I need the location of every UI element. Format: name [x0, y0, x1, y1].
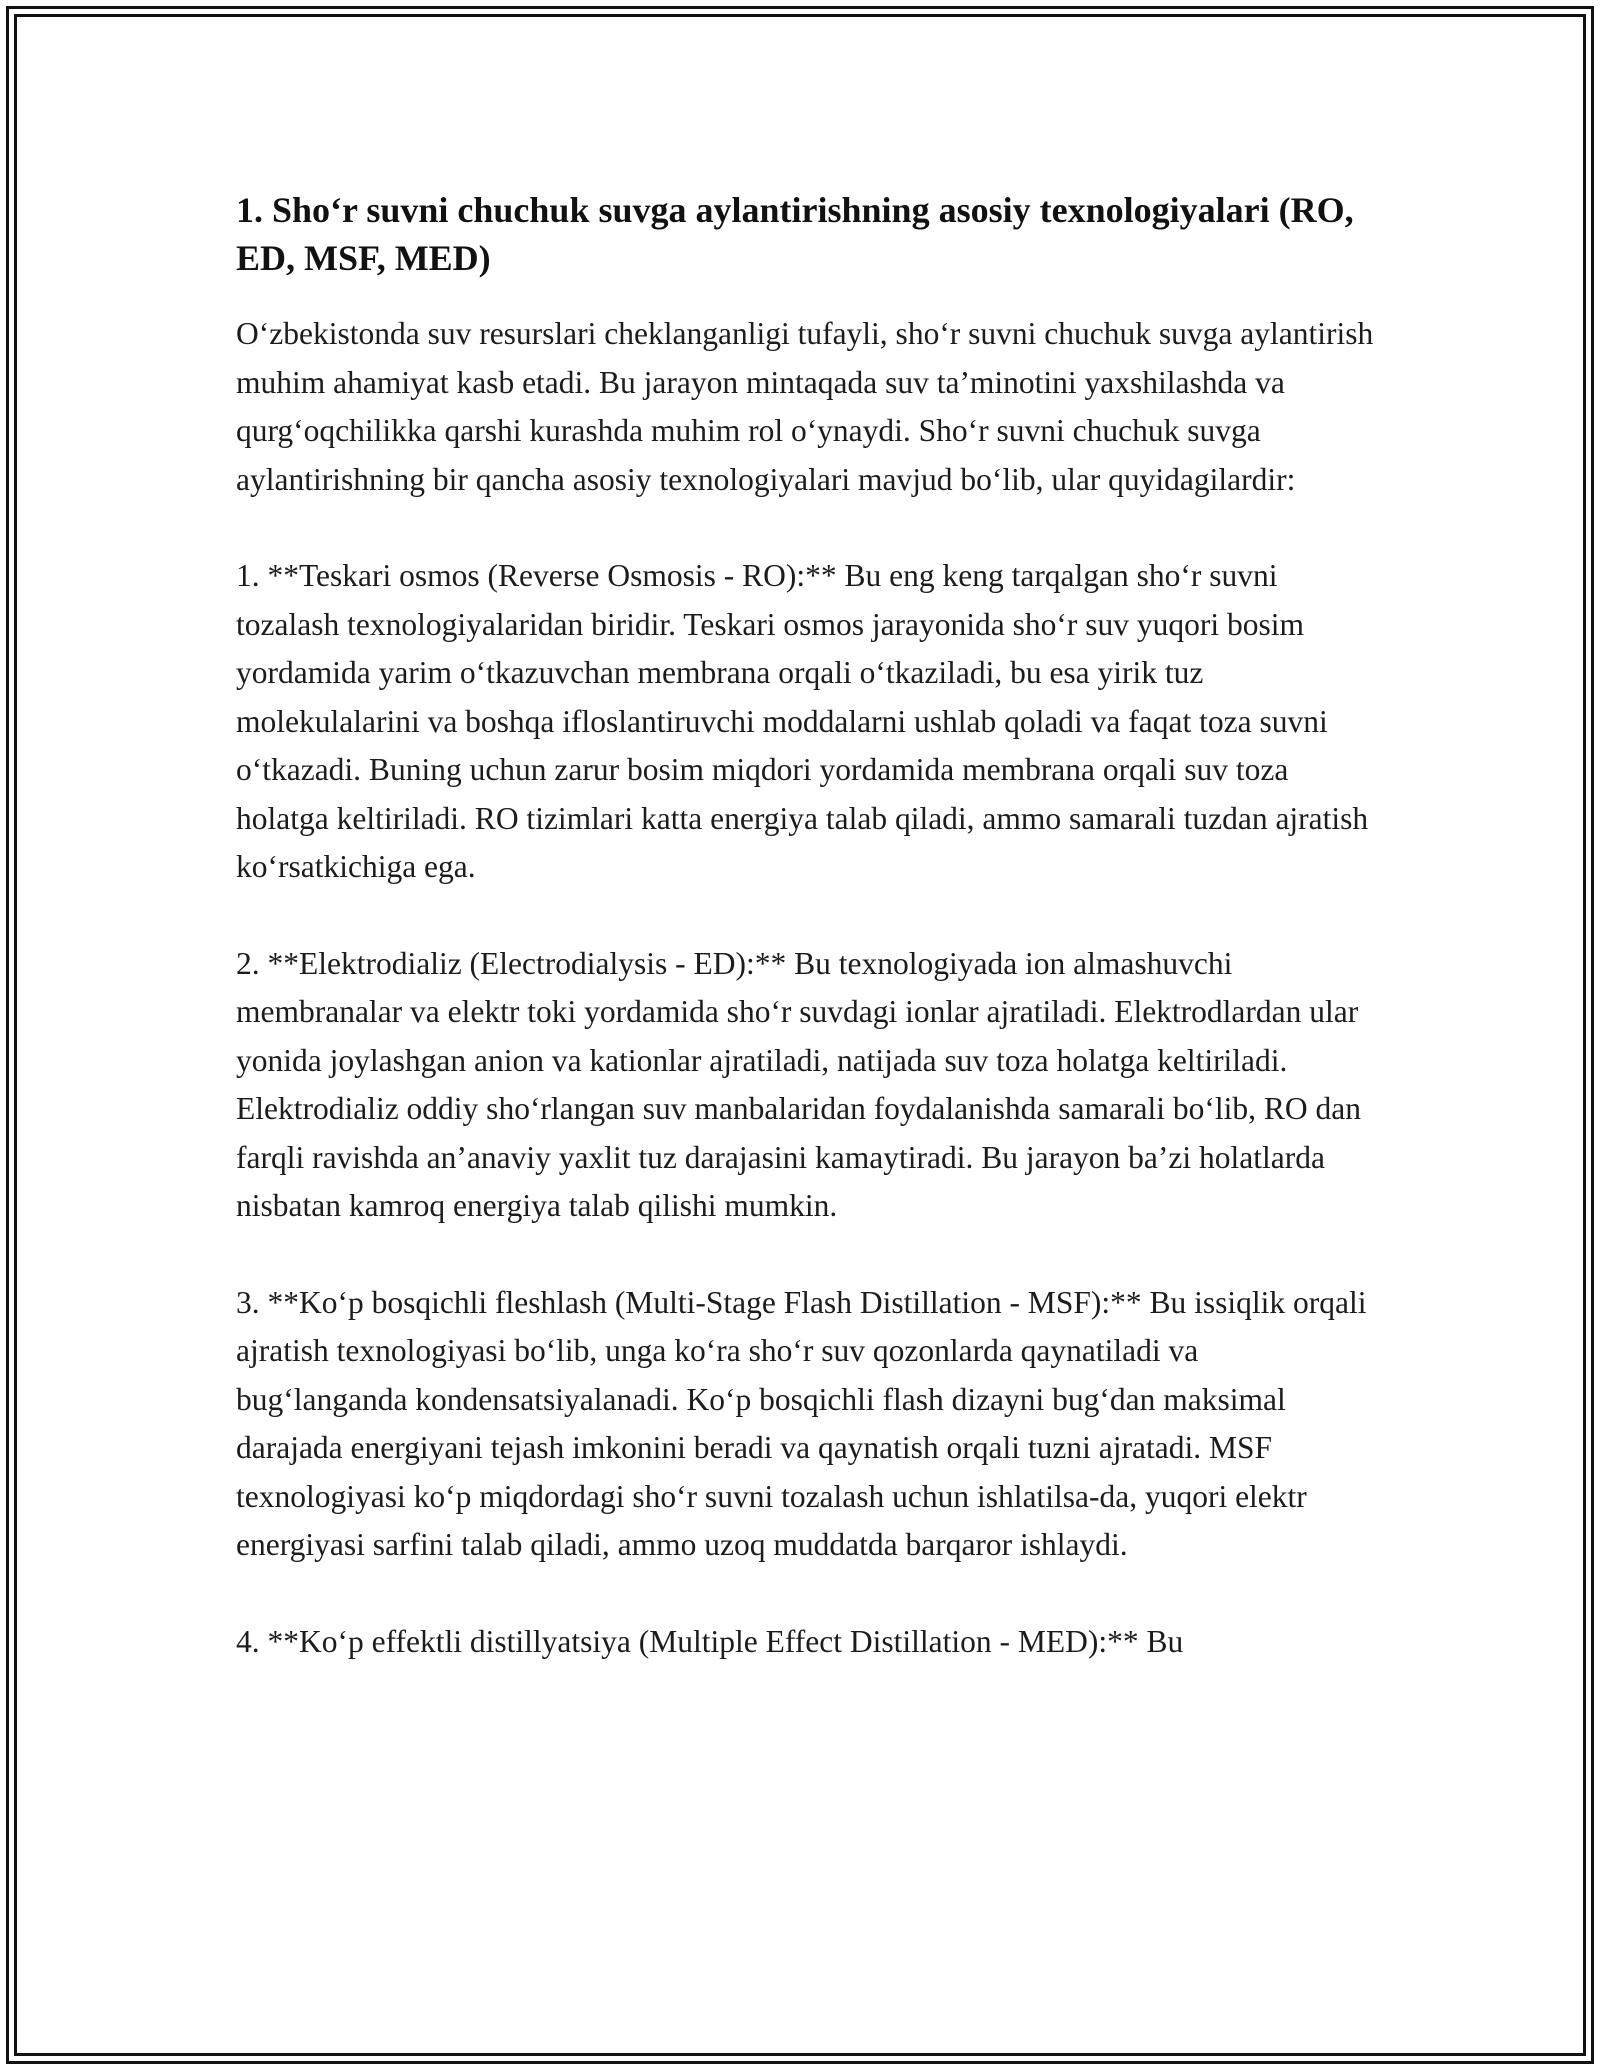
intro-paragraph: O‘zbekistonda suv resurslari cheklanganligi tufayli, sho‘r suvni chuchuk suvga aylantirish muhim ahamiyat kasb etadi. Bu jarayon mintaqada suv ta’minotini yaxshilashda va qurg‘oqchilikka qarshi kurashda muhim rol o‘ynaydi. Sho‘r suvni chuchuk suvga aylantirishning bir qancha asosiy texnologiyalari mavjud bo‘lib, ular quyidagilardir: [236, 316, 1374, 497]
document-body [236, 186, 1376, 1714]
document-heading: 1. Sho‘r suvni chuchuk suvga aylantirishning asosiy texnologiyalari (RO, ED, MSF, MED) [236, 190, 1354, 278]
msf-paragraph: 3. **Ko‘p bosqichli fleshlash (Multi-Stage Flash Distillation - MSF):** Bu issiqlik orqali ajratish texnologiyasi bo‘lib, unga ko‘ra sho‘r suv qozonlarda qaynatiladi va bug‘langanda kondensatsiyalanadi. Ko‘p bosqichli flash dizayni bug‘dan maksimal darajada energiyani tejash imkonini beradi va qaynatish orqali tuzni ajratadi. MSF texnologiyasi ko‘p miqdordagi sho‘r suvni tozalash uchun ishlatilsa-da, yuqori elektr energiyasi sarfini talab qiladi, ammo uzoq muddatda barqaror ishlaydi. [236, 1284, 1367, 1562]
ed-paragraph: 2. **Elektrodializ (Electrodialysis - ED):** Bu texnologiyada ion almashuvchi membranalar va elektr toki yordamida sho‘r suvdagi ionlar ajratiladi. Elektrodlardan ular yonida joylashgan anion va kationlar ajratiladi, natijada suv toza holatga keltiriladi. Elektrodializ oddiy sho‘rlangan suv manbalaridan foydalanishda samarali bo‘lib, RO dan farqli ravishda an’anaviy yaxlit tuz darajasini kamaytiradi. Bu jarayon ba’zi holatlarda nisbatan kamroq energiya talab qilishi mumkin. [236, 945, 1361, 1223]
med-paragraph: 4. **Ko‘p effektli distillyatsiya (Multiple Effect Distillation - MED):** Bu [236, 1623, 1184, 1659]
ro-paragraph: 1. **Teskari osmos (Reverse Osmosis - RO):** Bu eng keng tarqalgan sho‘r suvni tozalash texnologiyalaridan biridir. Teskari osmos jarayonida sho‘r suv yuqori bosim yordamida yarim o‘tkazuvchan membrana orqali o‘tkaziladi, bu esa yirik tuz molekulalarini va boshqa ifloslantiruvchi moddalarni ushlab qoladi va faqat toza suvni o‘tkazadi. Buning uchun zarur bosim miqdori yordamida membrana orqali suv toza holatga keltiriladi. RO tizimlari katta energiya talab qiladi, ammo samarali tuzdan ajratish ko‘rsatkichiga ega. [236, 558, 1369, 884]
